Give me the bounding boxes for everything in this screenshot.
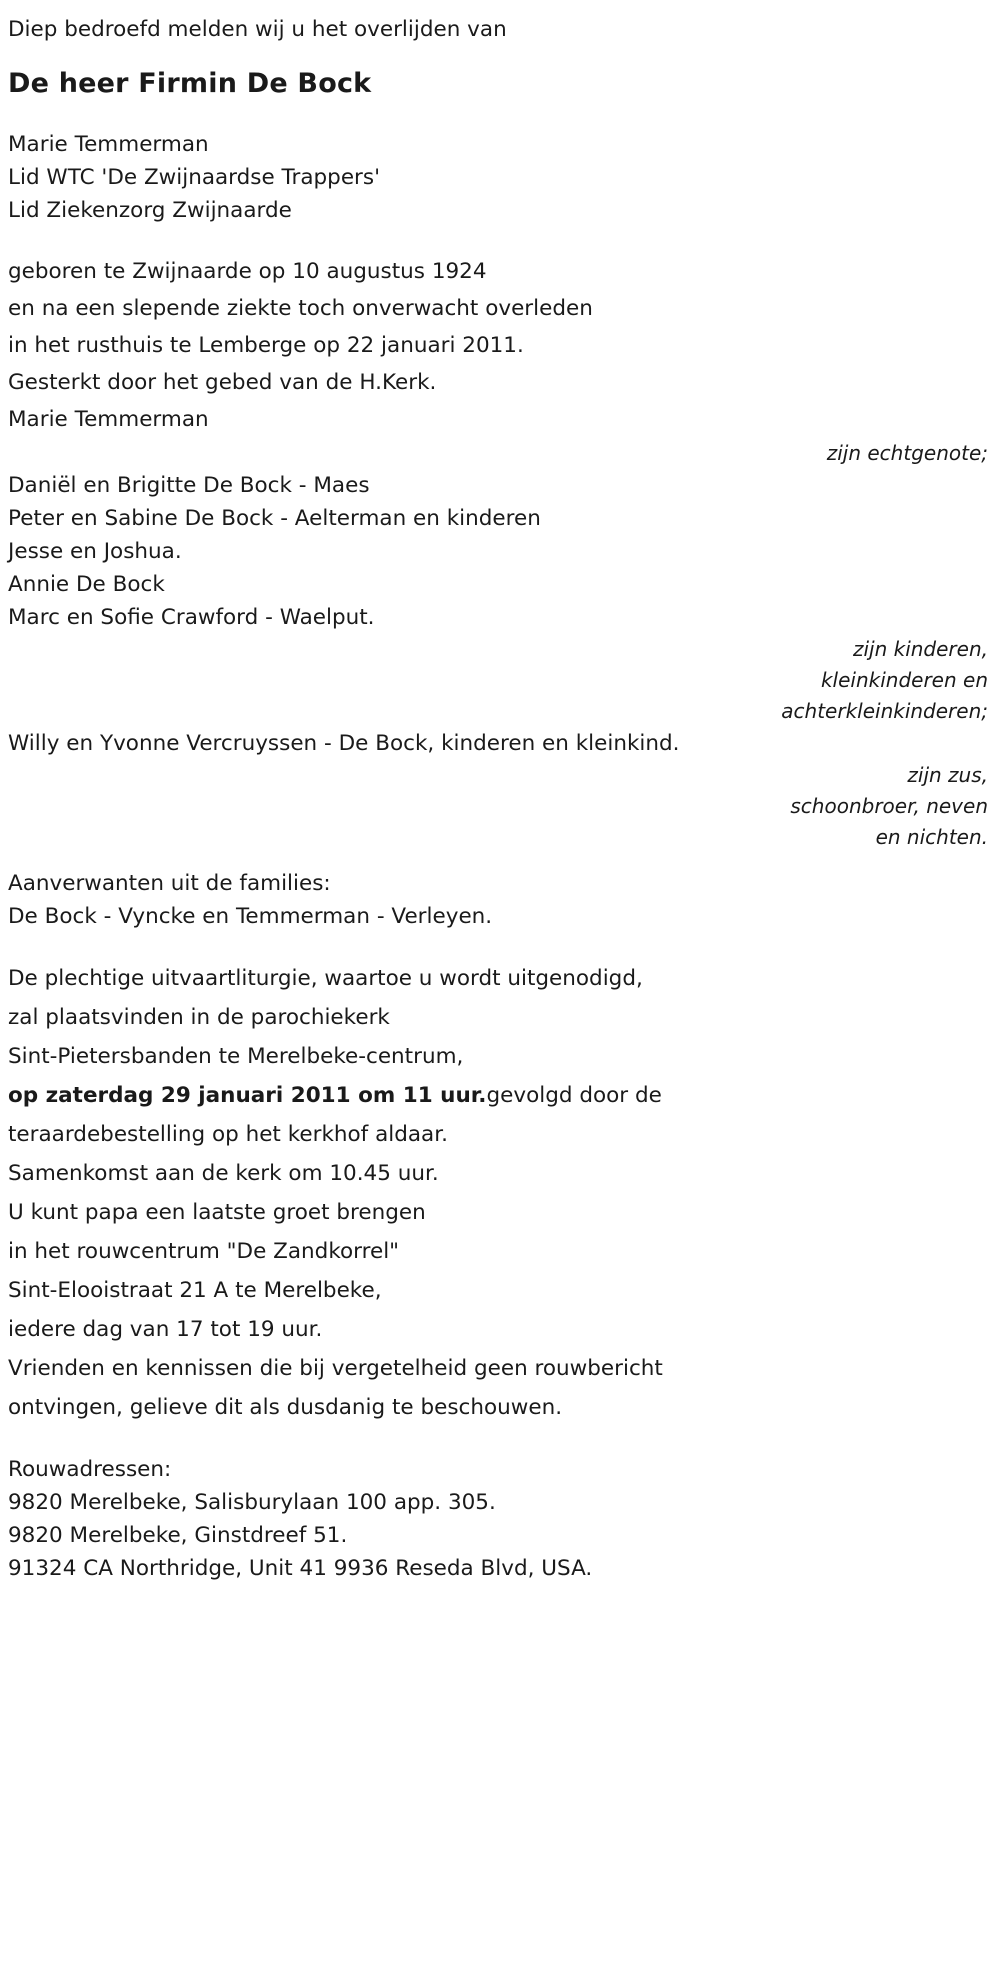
birth-line: geboren te Zwijnaarde op 10 augustus 1924 <box>8 259 487 284</box>
survivor-spouse-relation: zijn echtgenote; <box>826 441 988 465</box>
spacer <box>8 853 992 867</box>
service-line-1: De plechtige uitvaartliturgie, waartoe u wordt uitgenodigd, <box>8 966 643 991</box>
mourning-addresses-block <box>8 1453 992 1585</box>
service-datetime-line <box>8 1076 992 1115</box>
survivor-child-line-5: Marc en Sofie Crawford - Waelput. <box>8 605 375 630</box>
spacer <box>8 1427 992 1453</box>
death-line: in het rusthuis te Lemberge op 22 januari 2011. <box>8 333 524 358</box>
service-after-line-1: teraardebestelling op het kerkhof aldaar. <box>8 1122 448 1147</box>
survivors-children-block <box>8 469 992 727</box>
membership-line-2: Lid Ziekenzorg Zwijnaarde <box>8 198 292 223</box>
survivor-spouse-name: Marie Temmerman <box>8 407 209 432</box>
survivor-sister-line: Willy en Yvonne Vercruyssen - De Bock, kinderen en kleinkind. <box>8 731 680 756</box>
survivor-children-relation-line-2: kleinkinderen en <box>820 668 988 692</box>
spouse-and-memberships <box>8 128 992 227</box>
membership-line-1: Lid WTC 'De Zwijnaardse Trappers' <box>8 165 381 190</box>
service-line-2: zal plaatsvinden in de parochiekerk <box>8 1005 390 1030</box>
service-after-line-4: in het rouwcentrum "De Zandkorrel" <box>8 1239 400 1264</box>
mourning-address-2: 9820 Merelbeke, Ginstdreef 51. <box>8 1523 348 1548</box>
service-after-line-5: Sint-Elooistraat 21 A te Merelbeke, <box>8 1278 382 1303</box>
survivor-child-line-4: Annie De Bock <box>8 572 165 597</box>
service-after-line-6: iedere dag van 17 tot 19 uur. <box>8 1317 323 1342</box>
survivor-sister-relation-line-1: zijn zus, <box>907 763 988 787</box>
illness-line: en na een slepende ziekte toch onverwacht overleden <box>8 296 593 321</box>
survivors-sister-block <box>8 727 992 853</box>
mourning-addresses-heading: Rouwadressen: <box>8 1457 172 1482</box>
service-line-3: Sint-Pietersbanden te Merelbeke-centrum, <box>8 1044 464 1069</box>
sacrament-line: Gesterkt door het gebed van de H.Kerk. <box>8 370 437 395</box>
mourning-address-3: 91324 CA Northridge, Unit 41 9936 Reseda Blvd, USA. <box>8 1556 593 1581</box>
service-block <box>8 959 992 1427</box>
survivor-sister-relation-line-2: schoonbroer, neven <box>790 794 988 818</box>
service-datetime-rest: gevolgd door de <box>486 1083 662 1108</box>
service-after-line-2: Samenkomst aan de kerk om 10.45 uur. <box>8 1161 439 1186</box>
relatives-block <box>8 867 992 933</box>
survivor-child-line-2: Peter en Sabine De Bock - Aelterman en kinderen <box>8 506 541 531</box>
survivor-sister-relation-line-3: en nichten. <box>875 825 988 849</box>
survivor-child-line-1: Daniël en Brigitte De Bock - Maes <box>8 473 370 498</box>
service-after-line-3: U kunt papa een laatste groet brengen <box>8 1200 426 1225</box>
service-after-line-7: Vrienden en kennissen die bij vergetelheid geen rouwbericht <box>8 1356 663 1381</box>
relatives-families: De Bock - Vyncke en Temmerman - Verleyen. <box>8 904 493 929</box>
service-after-line-8: ontvingen, gelieve dit als dusdanig te beschouwen. <box>8 1395 563 1420</box>
spacer <box>8 227 992 253</box>
mourning-address-1: 9820 Merelbeke, Salisburylaan 100 app. 305. <box>8 1490 496 1515</box>
birth-death-block <box>8 253 992 401</box>
spouse-name-top: Marie Temmerman <box>8 132 209 157</box>
spacer <box>8 933 992 959</box>
relatives-heading: Aanverwanten uit de families: <box>8 871 331 896</box>
survivor-children-relation-line-1: zijn kinderen, <box>852 637 988 661</box>
survivors-spouse-block <box>8 401 992 469</box>
survivor-children-relation-line-3: achterkleinkinderen; <box>781 699 988 723</box>
intro-text: Diep bedroefd melden wij u het overlijden van <box>8 17 507 42</box>
service-datetime-bold: op zaterdag 29 januari 2011 om 11 uur. <box>8 1083 487 1108</box>
survivor-child-line-3: Jesse en Joshua. <box>8 539 182 564</box>
deceased-name: De heer Firmin De Bock <box>8 68 372 99</box>
